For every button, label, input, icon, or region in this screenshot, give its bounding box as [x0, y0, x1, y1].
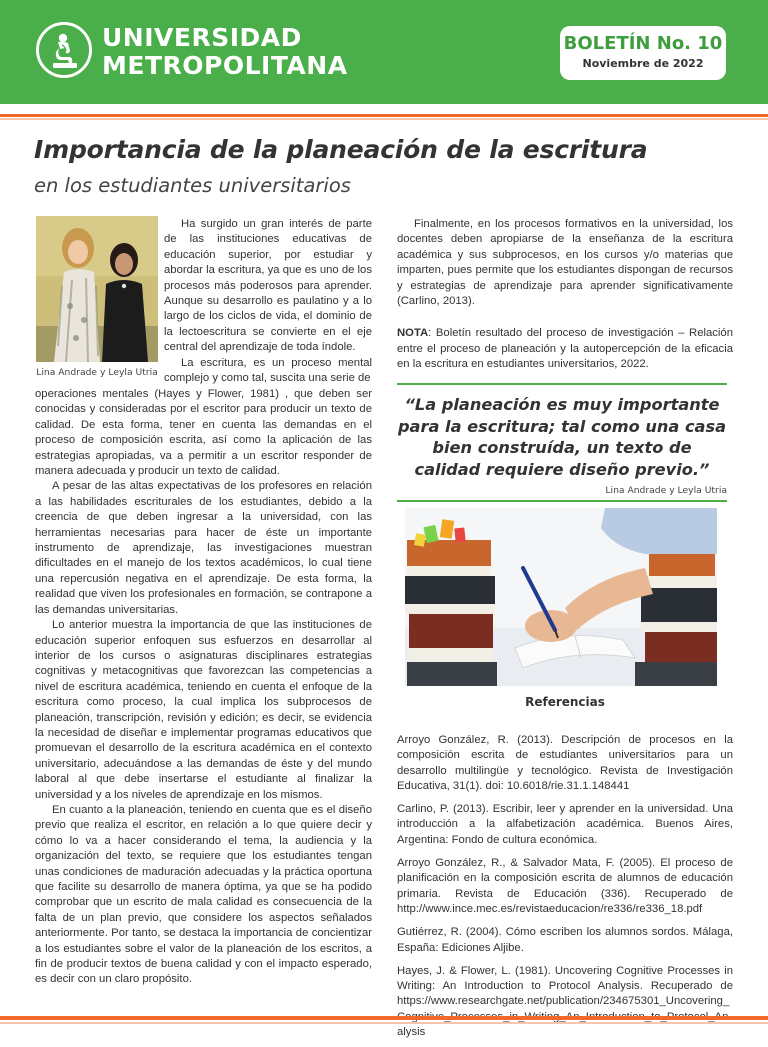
article-column-b [35, 387, 372, 988]
references-list [397, 733, 733, 1047]
bulletin-badge [560, 26, 726, 80]
bulletin-number: BOLETÍN No. 10 [563, 33, 723, 54]
reference-item: Gutiérrez, R. (2004). Cómo escriben los alumnos sordos. Málaga, España: Ediciones Aljibe. [397, 926, 733, 954]
quote-author: Lina Andrade y Leyla Utria [605, 485, 727, 496]
paragraph: Lo anterior muestra la importancia de que las instituciones de educación superior enfoquen sus esfuerzos en desarrollar al interior de los cursos o asignaturas disciplinares estrategias cognitivas y metacognitivas que favorezcan las competencias a nivel de escritura académica, teniendo en cuenta el enfoque de la escritura como proceso, la cual implica los subprocesos de planeación, transcripción, revisión y edición; es decir, se evidencia la necesidad de diseñar e implementar programas educativos que promuevan el desarrollo de la escritura académica en el contexto universitario, adecuándose a las demandas de éste y del mundo laboral al que debe insertarse el estudiante al finalizar la universidad y a los niveles de aprendizaje en los mismos. [35, 619, 372, 801]
top-orange-stripe [0, 114, 768, 117]
bulletin-date: Noviembre de 2022 [582, 57, 704, 70]
authors-photo [36, 216, 158, 362]
writing-student-photo [405, 508, 717, 686]
paragraph: En cuanto a la planeación, teniendo en cuenta que es el diseño previo que realiza el escritor, en relación a lo que quiere decir y cómo lo va a hacer considerando el tema, la audiencia y la organización del texto, se requiere que los estudiantes tengan unas condiciones de maduración adecuadas y la práctica oportuna que facilite su desarrollo de manera óptima, ya que se ha podido comprobar que un escrito de mala calidad es consecuencia de la falta de un plan previo, que considere los aspectos señalados anteriormente. Por tanto, se destaca la importancia de concientizar a los estudiantes sobre el valor de la planeación de los escritos, a fin de producir textos de buena calidad y con el impacto esperado, es decir con un claro propósito. [35, 803, 372, 986]
university-name [102, 24, 348, 80]
references-heading: Referencias [525, 695, 605, 709]
reference-item: Arroyo González, R. (2013). Descripción de procesos en la composición escrita de estudiantes universitarios para un desarrollo multilingüe y tecnológico. Revista de Investigación Educativa, 31(1). doi: 10.6018/rie.31.1.148441 [397, 734, 733, 792]
paragraph: Finalmente, en los procesos formativos en la universidad, los docentes deben apropiarse de la enseñanza de la escritura académica y sus subprocesos, en los cursos y/o materias que imparten, pues permite que los estudiantes dispongan de recursos y estrategias de aprendizaje para aprender significativamente (Carlino, 2013). [397, 218, 733, 308]
article-column-right [397, 217, 733, 373]
photo-caption: Lina Andrade y Leyla Utria [36, 367, 158, 378]
bottom-orange-stripe [0, 1016, 768, 1020]
top-peach-stripe [0, 118, 768, 120]
reference-item: Carlino, P. (2013). Escribir, leer y aprender en la universidad. Una introducción a la alfabetización académica. Buenos Aires, Argentina: Fondo de cultura económica. [397, 803, 733, 846]
reference-item: Arroyo González, R., & Salvador Mata, F. (2005). El proceso de planificación en la composición escrita de alumnos de educación primaria. Revista de Educación (336). Recuperado de http://www.ince.mec.es/revistaeducacion/re336/re336_18.pdf [397, 857, 733, 915]
quote-top-rule [397, 383, 727, 385]
quote-bottom-rule [397, 500, 727, 502]
header-banner [0, 0, 768, 104]
note-label: NOTA [397, 327, 429, 340]
article-subtitle: en los estudiantes universitarios [34, 174, 351, 197]
research-note [397, 326, 733, 372]
university-name-line1: UNIVERSIDAD [102, 23, 302, 52]
bottom-peach-stripe [0, 1022, 768, 1024]
pull-quote: “La planeación es muy importante para la escritura; tal como una casa bien construída, un texto de calidad requiere diseño previo.” [397, 395, 727, 479]
paragraph: operaciones mentales (Hayes y Flower, 1981) , que deben ser conocidas y consideradas por el escritor para producir un texto de calidad. De esta forma, tener en cuenta las demandas en el proceso de composición escrita, así como la aplicación de las estrategias apropiadas, va a permitir a un escritor responder de manera adecuada y producir un texto de calidad. [35, 388, 372, 478]
university-name-line2: METROPOLITANA [102, 51, 348, 80]
reference-item: Hayes, J. & Flower, L. (1981). Uncovering Cognitive Processes in Writing: An Introduction to Protocol Analysis. Recuperado de https://www.researchgate.net/publication/234675301_Uncovering_ alysis [397, 964, 733, 1039]
paragraph: La escritura, es un proceso mental complejo y como tal, suscita una serie de [164, 356, 372, 385]
seated-thinker-statue-icon [36, 22, 92, 78]
paragraph: Ha surgido un gran interés de parte de las instituciones educativas de educación superior, por estudiar y abordar la escritura, ya que es uno de los procesos más poderosos para aprender. Aunque su desarrollo es paulatino y a lo largo de los ciclos de vida, el dominio de la lectoescritura se convierte en el eje central del aprendizaje de toda índole. [164, 218, 372, 354]
paragraph: A pesar de las altas expectativas de los profesores en relación a las habilidades escriturales de los estudiantes, debido a la creencia de que deben ingresar a la universidad, con las herramientas necesarias para hacer de éste un importante instrumento de aprendizaje, las investigaciones muestran dificultades en el manejo de los textos académicos, lo cual tiene una repercusión negativa en el aprendizaje. De esta forma, la realidad que viven los profesionales en formación, se contrapone a las demandas universitarias. [35, 480, 372, 616]
article-title: Importancia de la planeación de la escritura [34, 135, 648, 164]
note-text: : Boletín resultado del proceso de investigación – Relación entre el proceso de planeación y la autopercepción de la eficacia en la escritura en estudiantes universitarios, 2022. [397, 327, 733, 371]
article-column-a [164, 217, 372, 386]
